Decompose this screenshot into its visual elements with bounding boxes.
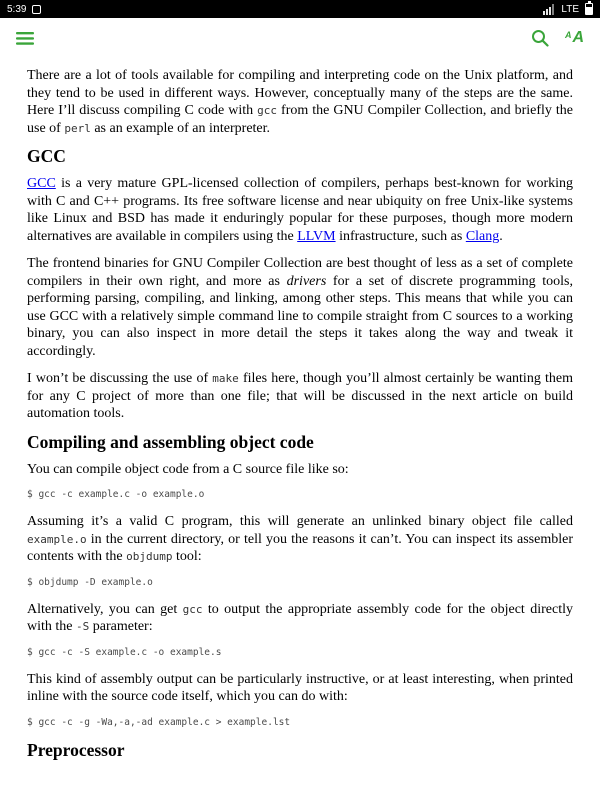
paragraph: Assuming it’s a valid C program, this will generate an unlinked binary object file called example.o in the current directory, or tell you the reasons it can’t. You can inspect its assembler contents with the objdump tool: bbox=[27, 514, 573, 564]
paragraph: You can compile object code from a C source file like so: bbox=[27, 461, 349, 477]
status-bar-right bbox=[543, 3, 593, 15]
text-size-icon[interactable] bbox=[565, 30, 584, 46]
inline-code: example.o bbox=[27, 532, 87, 546]
app-toolbar bbox=[0, 18, 600, 58]
paragraph: The frontend binaries for GNU Compiler Collection are best thought of less as a set of complete compilers in their own right, and more as drivers for a set of discrete programming tools, performing parsing, compiling, and linking, among other steps. This means that while you can use GCC with a relatively simple command line to compile straight from C sources to a working binary, you can also inspect in more detail the steps it takes along the way and tweak it accordingly. bbox=[27, 256, 574, 359]
inline-code: make bbox=[212, 372, 239, 385]
article-link[interactable]: LLVM bbox=[297, 228, 336, 244]
section-heading: Preprocessor bbox=[27, 739, 125, 760]
article-link[interactable]: GCC bbox=[27, 176, 56, 191]
inline-code: objdump bbox=[126, 550, 173, 563]
toolbar-actions bbox=[531, 29, 584, 47]
inline-code: gcc bbox=[182, 602, 203, 616]
paragraph: There are a lot of tools available for compiling and interpreting code on the Unix platform, and they tend to be used in different ways. However, conceptually many of the steps are the same. Here I’ll discuss compiling C code with gcc from the GNU Compiler Collection, and briefly the use of perl as an example of an interpreter. bbox=[27, 68, 573, 136]
article-link[interactable]: Clang bbox=[465, 228, 500, 244]
inline-code: -S bbox=[76, 620, 90, 633]
code-block: $ objdump -D example.o bbox=[27, 576, 153, 588]
section-heading: GCC bbox=[27, 146, 66, 166]
code-block: $ gcc -c example.c -o example.o bbox=[27, 489, 205, 500]
search-icon[interactable] bbox=[531, 29, 549, 47]
inline-code: gcc bbox=[257, 104, 278, 117]
paragraph: Alternatively, you can get gcc to output the appropriate assembly code for the object directly with the -S parameter: bbox=[27, 601, 573, 634]
code-block: $ gcc -c -g -Wa,-a,-ad example.c > example.lst bbox=[27, 716, 291, 728]
menu-icon[interactable] bbox=[16, 32, 34, 45]
status-time: 5:39 bbox=[7, 3, 27, 15]
notification-icon bbox=[32, 5, 41, 14]
signal-bars-icon bbox=[543, 4, 555, 15]
code-block: $ gcc -c -S example.c -o example.s bbox=[27, 646, 222, 658]
network-type-label: LTE bbox=[561, 3, 579, 15]
paragraph: GCC is a very mature GPL-licensed collection of compilers, perhaps best-known for working with C and C++ programs. Its free software license and near ubiquity on free Unix-like systems like Linux and BSD has made it enduringly popular for these purposes, though more modern alternatives are available in compilers using the LLVM infrastructure, such as Clang. bbox=[27, 176, 573, 244]
text-size-large-glyph: A bbox=[572, 29, 584, 46]
text-size-small-glyph: A bbox=[564, 29, 572, 40]
emphasis-text: drivers bbox=[286, 273, 327, 289]
article-content bbox=[0, 58, 600, 800]
status-bar bbox=[0, 0, 600, 18]
paragraph: This kind of assembly output can be particularly instructive, or at least interesting, when printed inline with the source code itself, which you can do with: bbox=[27, 671, 573, 704]
section-heading: Compiling and assembling object code bbox=[27, 431, 314, 452]
inline-code: perl bbox=[64, 121, 91, 135]
status-bar-left bbox=[7, 4, 41, 15]
paragraph: I won’t be discussing the use of make files here, though you’ll almost certainly be wanting them for any C project of more than one file; that will be discussed in the next article on build automation tools. bbox=[27, 371, 573, 421]
battery-icon bbox=[585, 3, 593, 15]
